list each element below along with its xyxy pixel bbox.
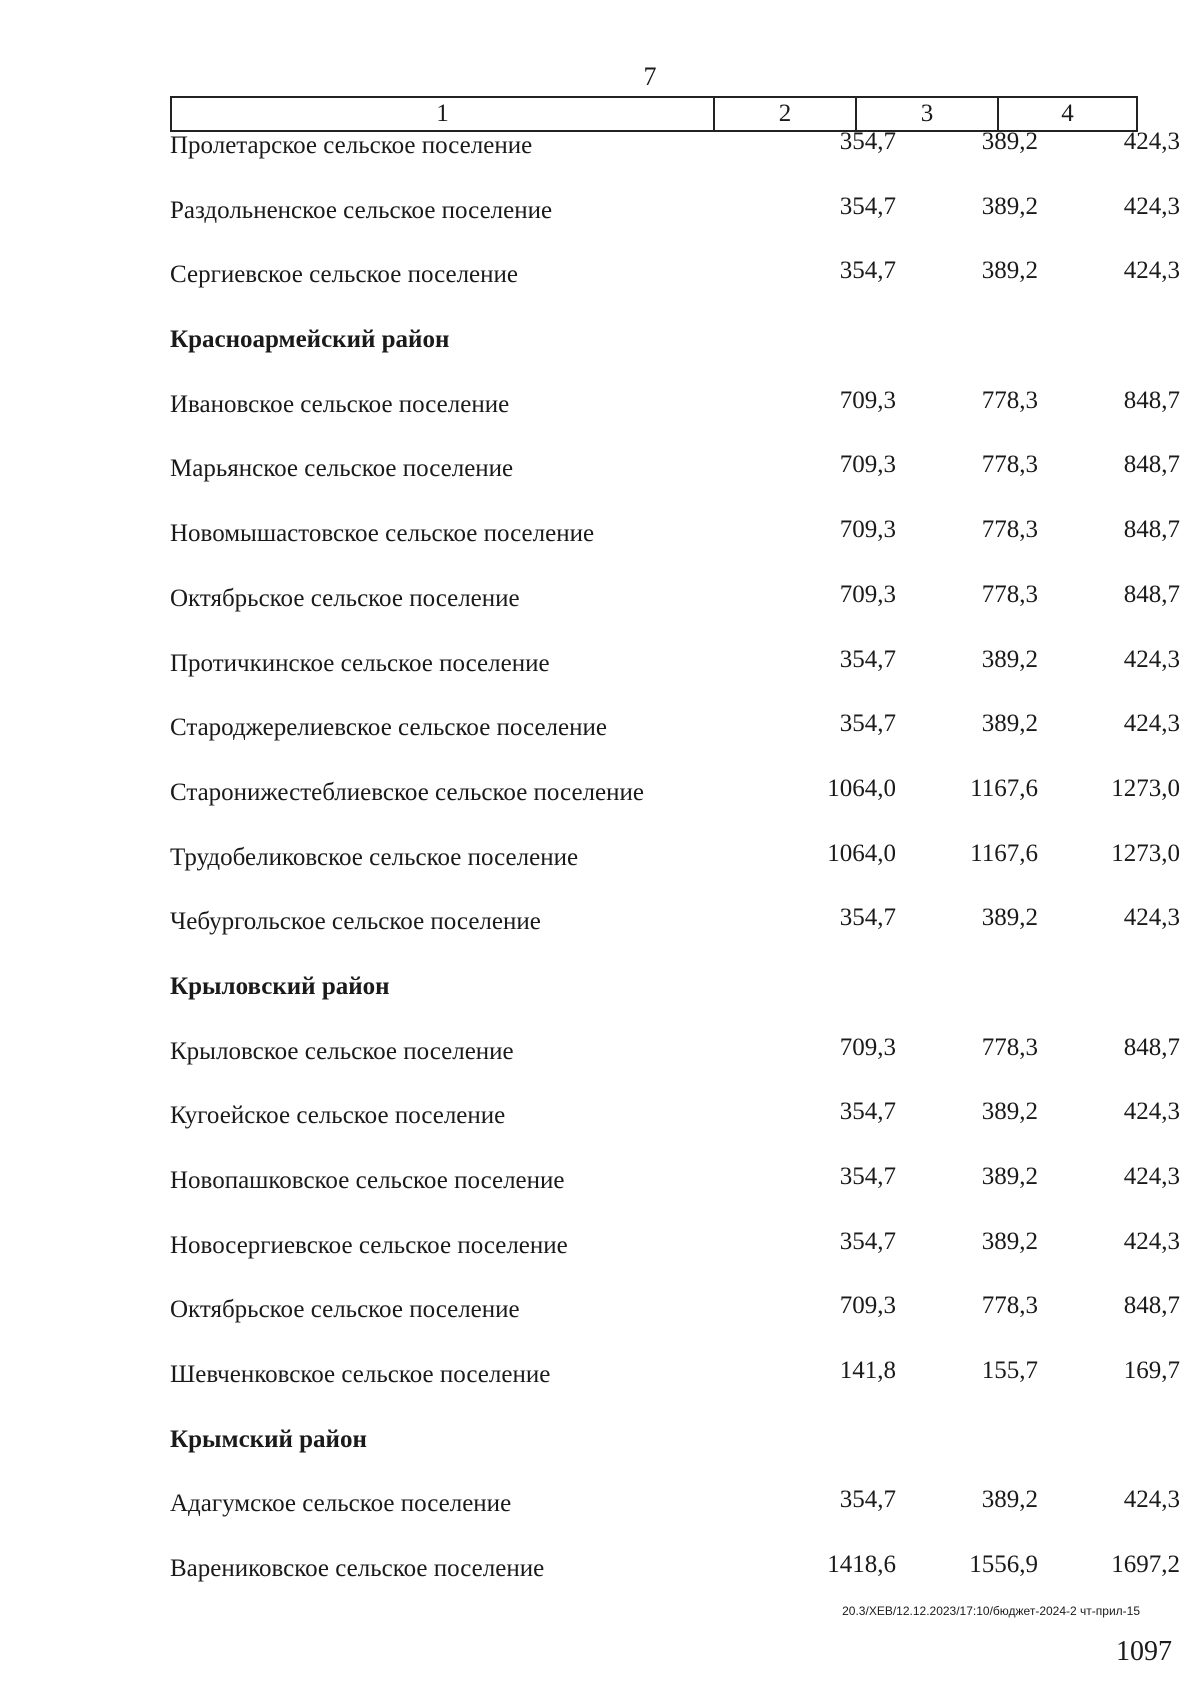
table-row: [170, 1357, 1180, 1422]
table-row: [170, 645, 1180, 711]
table-row: [170, 1292, 1180, 1357]
value-col-4: 424,3: [1123, 1163, 1180, 1190]
value-col-2: 709,3: [839, 1033, 896, 1061]
value-col-4: 424,3: [1123, 257, 1180, 285]
table-row: [170, 516, 1180, 581]
table-row: [170, 386, 1180, 452]
value-col-2: 1418,6: [827, 1551, 896, 1579]
table-row: [170, 1098, 1180, 1163]
value-col-2: 1064,0: [827, 774, 896, 802]
value-col-4: 424,3: [1123, 192, 1180, 220]
value-col-2: 709,3: [839, 1292, 896, 1320]
table-row: [170, 774, 1180, 840]
table-row: [170, 257, 1180, 322]
value-col-3: 389,2: [981, 710, 1038, 738]
value-col-3: 389,2: [981, 904, 1038, 932]
district-heading-row: [170, 969, 1138, 1034]
value-col-2: 354,7: [839, 257, 896, 285]
value-col-3: 389,2: [981, 1098, 1038, 1126]
table-row: [170, 580, 1180, 646]
value-col-4: 169,7: [1123, 1357, 1180, 1385]
value-col-2: 354,7: [839, 192, 896, 220]
value-col-4: 424,3: [1123, 1227, 1180, 1255]
settlement-name: Новомышастовское сельское поселение: [170, 520, 595, 548]
settlement-name: Трудобеликовское сельское поселение: [170, 843, 579, 871]
value-col-4: 848,7: [1123, 1292, 1180, 1320]
value-col-4: 1273,0: [1111, 839, 1180, 867]
header-col-2: 2: [713, 98, 855, 130]
value-col-3: 778,3: [981, 516, 1038, 544]
value-col-3: 389,2: [981, 645, 1038, 673]
value-col-4: 1273,0: [1111, 774, 1180, 802]
value-col-3: 389,2: [981, 1227, 1038, 1255]
value-col-4: 848,7: [1123, 1033, 1180, 1061]
value-col-3: 389,2: [981, 1163, 1038, 1190]
table-row: [170, 451, 1180, 516]
settlement-name: Октябрьское сельское поселение: [170, 1296, 520, 1324]
header-col-1: 1: [436, 100, 449, 127]
page-number: 7: [643, 62, 657, 91]
district-heading-row: [170, 322, 1138, 387]
value-col-2: 354,7: [839, 904, 896, 932]
value-col-3: 778,3: [981, 451, 1038, 479]
value-col-4: 424,3: [1123, 710, 1180, 738]
table-row: [170, 1227, 1180, 1293]
value-col-3: 389,2: [981, 257, 1038, 285]
settlement-name: Новопашковское сельское поселение: [170, 1167, 565, 1194]
value-col-4: 424,3: [1123, 904, 1180, 932]
value-col-2: 709,3: [839, 386, 896, 414]
value-col-2: 354,7: [839, 128, 896, 155]
value-col-3: 778,3: [981, 386, 1038, 414]
settlement-name: Адагумское сельское поселение: [170, 1490, 512, 1518]
table-row: [170, 904, 1180, 969]
value-col-3: 389,2: [981, 1486, 1038, 1514]
value-col-3: 155,7: [981, 1357, 1038, 1385]
settlement-name: Варениковское сельское поселение: [170, 1555, 545, 1583]
value-col-2: 354,7: [839, 710, 896, 738]
settlement-name: Октябрьское сельское поселение: [170, 584, 520, 612]
value-col-4: 848,7: [1123, 386, 1180, 414]
district-name: Красноармейский район: [170, 326, 450, 354]
header-col-3: 3: [855, 98, 997, 130]
value-col-4: 1697,2: [1111, 1551, 1180, 1579]
settlement-name: Чебургольское сельское поселение: [170, 908, 541, 936]
value-col-2: 354,7: [839, 645, 896, 673]
value-col-3: 778,3: [981, 1033, 1038, 1061]
value-col-4: 848,7: [1123, 580, 1180, 608]
settlement-name: Сергиевское сельское поселение: [170, 261, 519, 289]
value-col-2: 354,7: [839, 1227, 896, 1255]
value-col-4: 424,3: [1123, 128, 1180, 155]
district-heading-row: [170, 1422, 1138, 1487]
table-row: [170, 128, 1180, 193]
district-name: Крымский район: [170, 1425, 367, 1453]
settlement-name: Протичкинское сельское поселение: [170, 649, 550, 677]
table-body: [170, 128, 1180, 1616]
value-col-4: 424,3: [1123, 1486, 1180, 1514]
table-row: [170, 1486, 1180, 1551]
sheet-number: 1097: [1116, 1636, 1172, 1667]
settlement-name: Марьянское сельское поселение: [170, 455, 514, 483]
value-col-3: 389,2: [981, 128, 1038, 155]
header-col-4: 4: [997, 98, 1136, 130]
value-col-2: 354,7: [839, 1163, 896, 1190]
value-col-2: 709,3: [839, 516, 896, 544]
value-col-2: 709,3: [839, 451, 896, 479]
value-col-4: 424,3: [1123, 1098, 1180, 1126]
value-col-3: 1167,6: [970, 774, 1038, 802]
settlement-name: Крыловское сельское поселение: [170, 1037, 514, 1065]
settlement-name: Староджерелиевское сельское поселение: [170, 714, 607, 742]
district-name: Крыловский район: [170, 972, 390, 1000]
value-col-3: 1556,9: [969, 1551, 1038, 1579]
settlement-name: Шевченковское сельское поселение: [170, 1361, 551, 1389]
value-col-2: 354,7: [839, 1098, 896, 1126]
value-col-4: 848,7: [1123, 516, 1180, 544]
table-row: [170, 1163, 1180, 1228]
value-col-4: 848,7: [1123, 451, 1180, 479]
table-row: [170, 710, 1180, 775]
settlement-name: Новосергиевское сельское поселение: [170, 1231, 568, 1259]
settlement-name: Старонижестеблиевское сельское поселение: [170, 778, 644, 806]
value-col-3: 778,3: [981, 1292, 1038, 1320]
value-col-2: 709,3: [839, 580, 896, 608]
table-row: [170, 1033, 1180, 1099]
value-col-2: 1064,0: [827, 839, 896, 867]
value-col-3: 389,2: [981, 192, 1038, 220]
value-col-3: 778,3: [981, 580, 1038, 608]
settlement-name: Ивановское сельское поселение: [170, 390, 510, 418]
settlement-name: Пролетарское сельское поселение: [170, 132, 533, 159]
table-row: [170, 839, 1180, 905]
table-header: [170, 96, 1138, 132]
value-col-4: 424,3: [1123, 645, 1180, 673]
settlement-name: Раздольненское сельское поселение: [170, 196, 553, 224]
value-col-3: 1167,6: [970, 839, 1038, 867]
table-row: [170, 192, 1180, 258]
document-code: 20.3/ХЕВ/12.12.2023/17:10/бюджет-2024-2 чт-прил-15: [842, 1604, 1140, 1618]
value-col-2: 141,8: [839, 1357, 896, 1385]
settlement-name: Кугоейское сельское поселение: [170, 1102, 506, 1130]
value-col-2: 354,7: [839, 1486, 896, 1514]
